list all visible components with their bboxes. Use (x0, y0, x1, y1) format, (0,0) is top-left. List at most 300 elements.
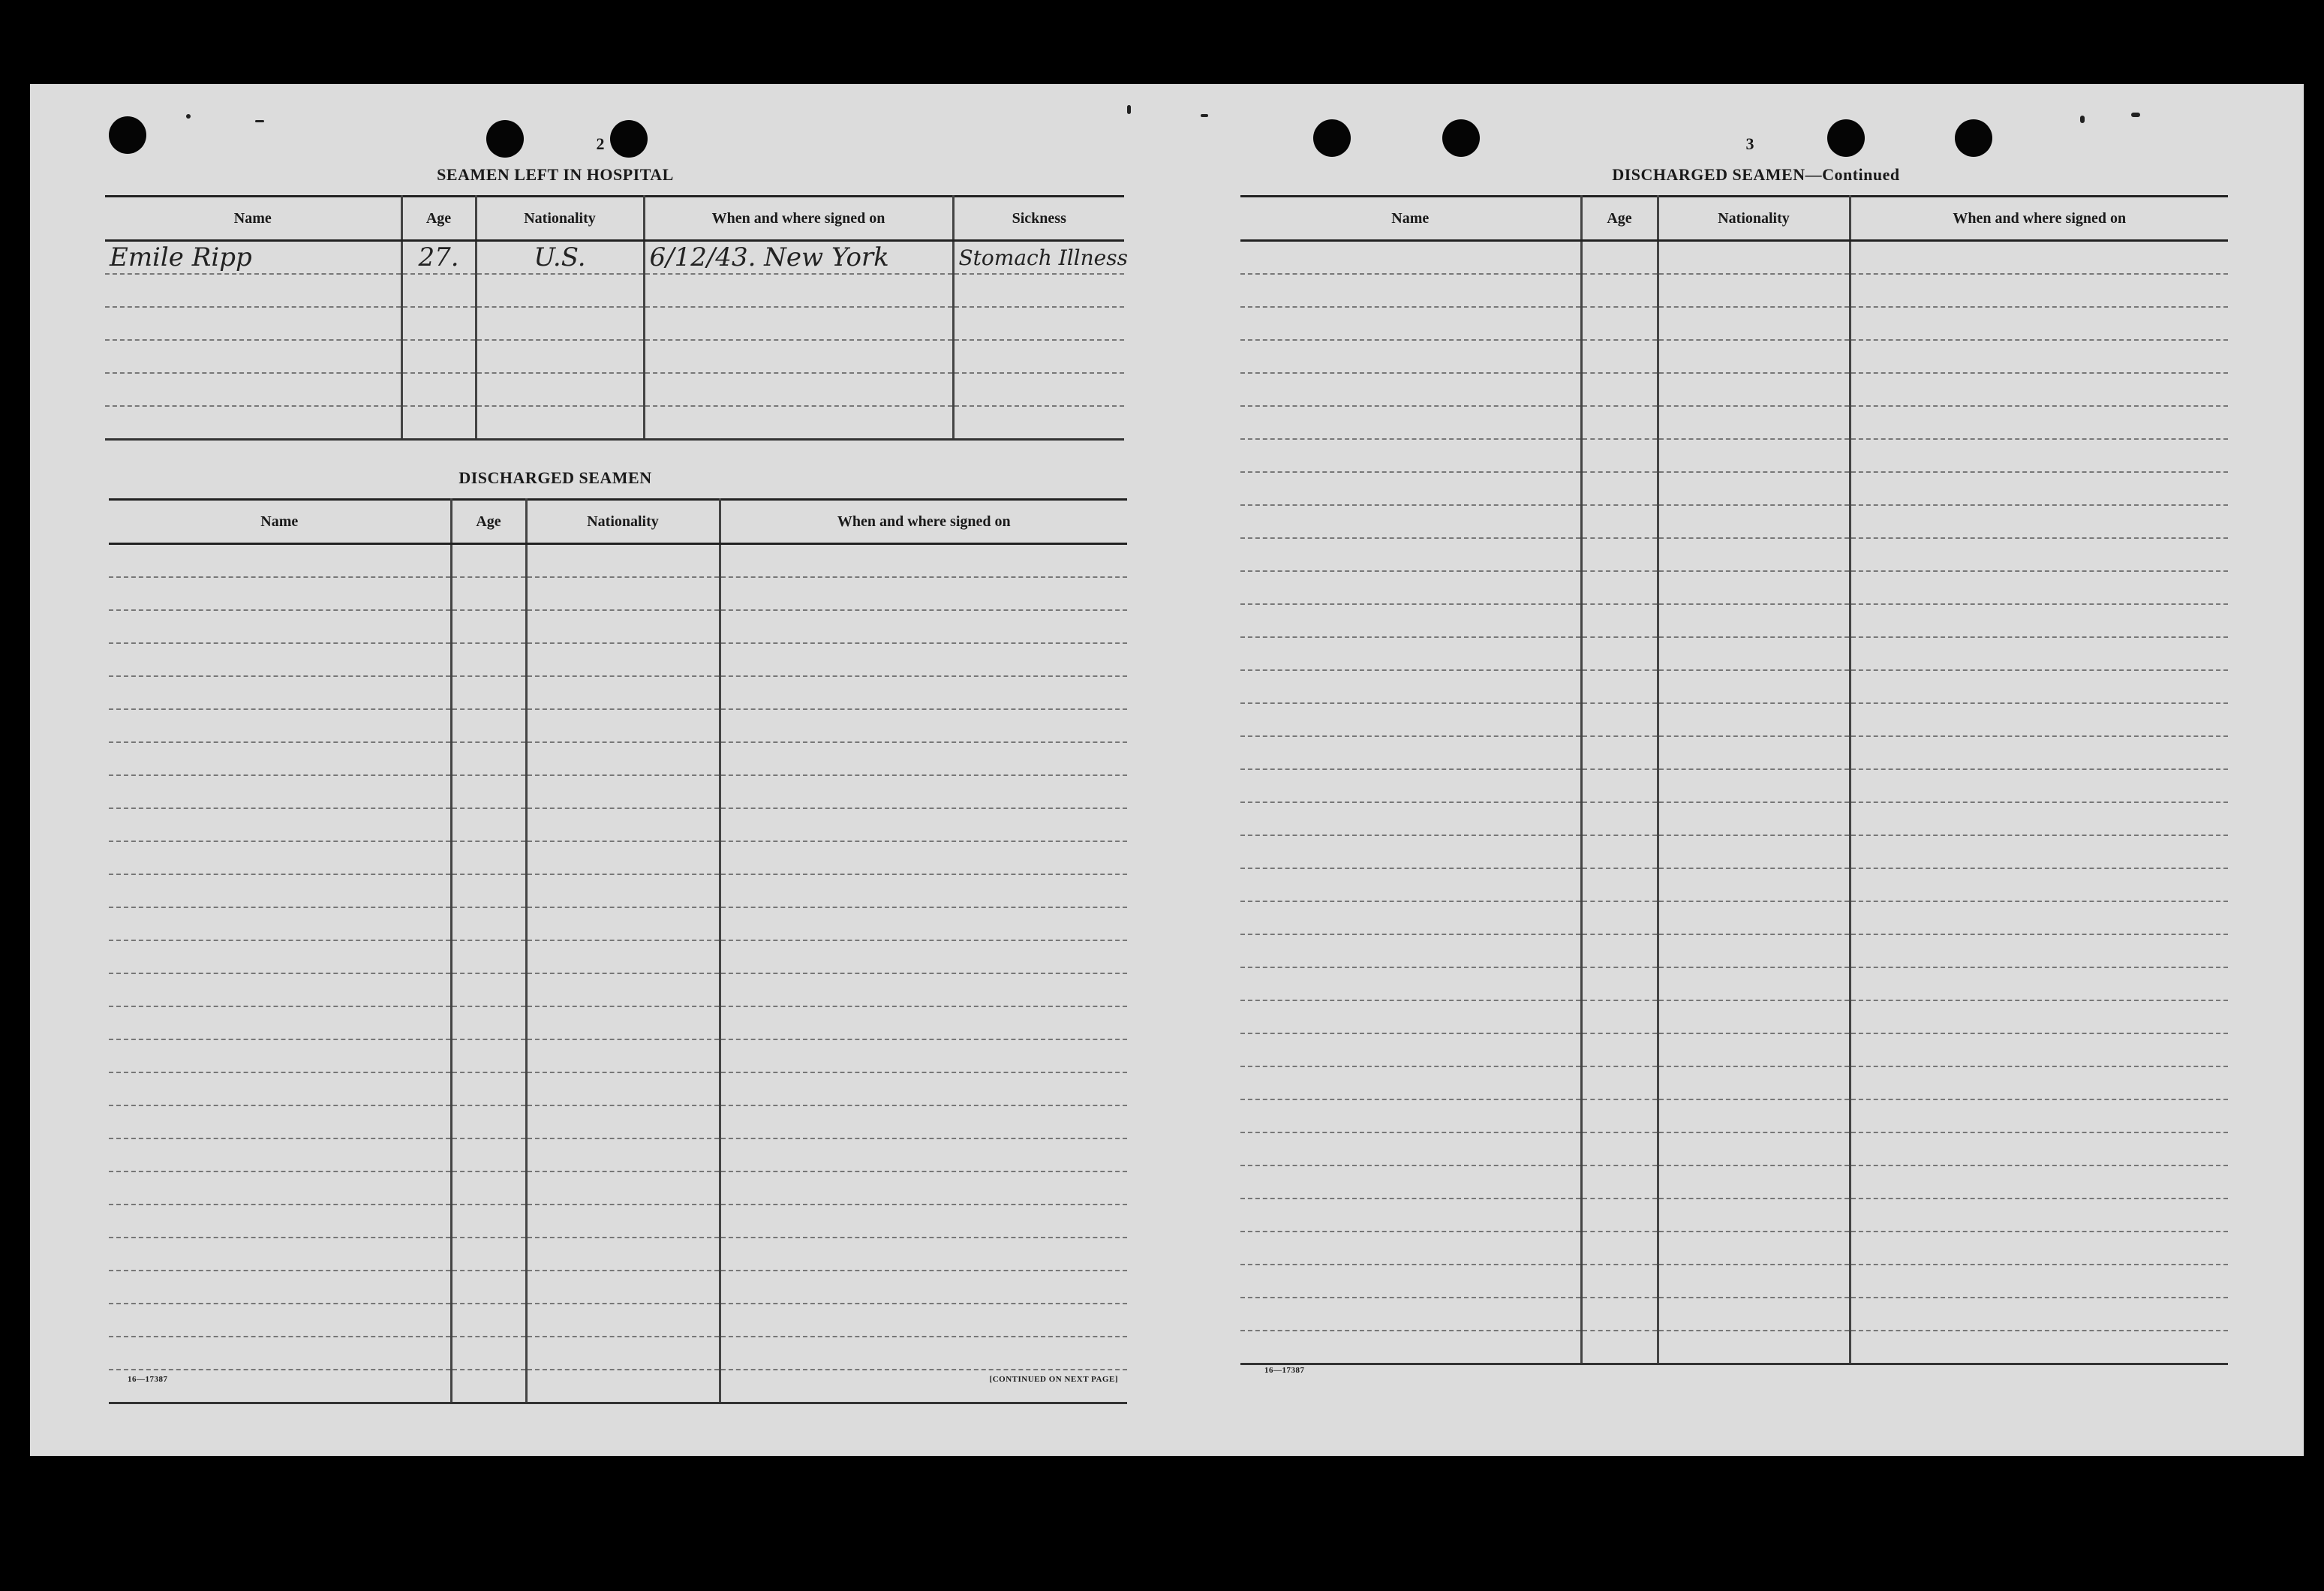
table-cell (526, 775, 720, 808)
hospital-section-title: SEAMEN LEFT IN HOSPITAL (437, 165, 674, 184)
table-row (109, 973, 1127, 1006)
table-row (109, 907, 1127, 940)
table-cell (109, 1072, 451, 1105)
table-cell (1240, 1331, 1581, 1364)
table-cell (1850, 1033, 2228, 1066)
table-cell (1240, 241, 1581, 275)
table-cell (1658, 1232, 1850, 1265)
table-cell (1581, 802, 1658, 835)
hospital-table (105, 195, 1128, 441)
table-cell (1658, 769, 1850, 802)
table-cell (1581, 1298, 1658, 1331)
table-cell (720, 1205, 1127, 1238)
col-header-signed-on: When and where signed on (1850, 197, 2228, 241)
table-cell (526, 907, 720, 940)
table-cell (1658, 439, 1850, 472)
table-row (109, 1138, 1127, 1171)
table-row (1240, 1066, 2228, 1099)
table-cell (109, 1337, 451, 1370)
discharged-continued-title: DISCHARGED SEAMEN—Continued (1612, 165, 1900, 184)
table-cell (109, 577, 451, 610)
binder-hole (486, 120, 524, 158)
table-cell (1240, 901, 1581, 934)
table-cell (109, 907, 451, 940)
table-cell (451, 907, 526, 940)
table-cell (1850, 1199, 2228, 1232)
table-cell (720, 742, 1127, 775)
table-cell (1581, 340, 1658, 373)
table-cell (451, 841, 526, 874)
col-header-sickness: Sickness (953, 197, 1124, 241)
table-cell (1658, 505, 1850, 538)
scan-mark (2131, 113, 2140, 117)
col-header-age: Age (401, 197, 476, 241)
table-cell (1850, 934, 2228, 967)
table-cell (1240, 373, 1581, 406)
table-cell (1850, 835, 2228, 868)
table-row (1240, 1265, 2228, 1298)
table-cell (109, 709, 451, 742)
table-cell (1240, 1165, 1581, 1199)
table-cell (1581, 571, 1658, 604)
table-cell (1850, 670, 2228, 703)
col-header-signed-on: When and where signed on (720, 500, 1127, 544)
table-row (109, 610, 1127, 643)
table-cell (720, 610, 1127, 643)
table-cell (451, 676, 526, 709)
table-cell (451, 1105, 526, 1138)
table-row (109, 1337, 1127, 1370)
col-header-name: Name (109, 500, 451, 544)
table-cell (1240, 868, 1581, 901)
table-row (1240, 1199, 2228, 1232)
table-cell (720, 1337, 1127, 1370)
table-cell (1850, 439, 2228, 472)
table-cell (1850, 538, 2228, 571)
table-cell (1240, 1232, 1581, 1265)
table-cell (1240, 439, 1581, 472)
table-row (1240, 670, 2228, 703)
table-cell (526, 1205, 720, 1238)
table-cell (1850, 505, 2228, 538)
table-row (109, 544, 1127, 578)
form-number-left: 16—17387 (128, 1375, 168, 1384)
table-cell (1658, 1298, 1850, 1331)
table-cell (720, 1304, 1127, 1337)
table-cell (451, 1370, 526, 1403)
discharged-section-title: DISCHARGED SEAMEN (458, 468, 652, 487)
ledger-paper (30, 84, 2304, 1456)
table-cell (720, 907, 1127, 940)
table-row (1240, 802, 2228, 835)
table-cell (451, 1171, 526, 1205)
table-cell (1240, 670, 1581, 703)
table-cell (451, 1304, 526, 1337)
table-cell (1581, 967, 1658, 1000)
table-cell (526, 1370, 720, 1403)
table-row (1240, 637, 2228, 670)
page-number-left: 2 (596, 134, 605, 153)
table-cell (1240, 802, 1581, 835)
table-row (1240, 307, 2228, 340)
col-header-nationality: Nationality (1658, 197, 1850, 241)
col-header-name: Name (105, 197, 401, 241)
table-cell (1581, 472, 1658, 505)
continued-note: [CONTINUED ON NEXT PAGE] (989, 1375, 1118, 1384)
table-row (109, 1072, 1127, 1105)
table-cell (526, 940, 720, 973)
table-cell (1658, 1199, 1850, 1232)
table-cell (109, 1105, 451, 1138)
table-cell (1240, 340, 1581, 373)
table-row (1240, 604, 2228, 637)
table-cell (1240, 1000, 1581, 1033)
scan-mark (255, 120, 264, 122)
table-cell (1581, 1132, 1658, 1165)
table-cell (526, 1337, 720, 1370)
table-cell (526, 1238, 720, 1271)
table-cell (1850, 1066, 2228, 1099)
table-cell (109, 1271, 451, 1304)
table-row (109, 775, 1127, 808)
table-cell (1658, 670, 1850, 703)
table-cell (1658, 241, 1850, 275)
table-cell (1658, 1132, 1850, 1165)
seaman-signed-on: 6/12/43. New York (644, 241, 953, 275)
table-row (1240, 736, 2228, 769)
table-row (109, 874, 1127, 907)
table-cell (1240, 934, 1581, 967)
table-cell (1850, 406, 2228, 439)
table-row (109, 1271, 1127, 1304)
table-cell (1658, 307, 1850, 340)
table-cell (109, 973, 451, 1006)
table-cell (1240, 769, 1581, 802)
table-cell (1581, 769, 1658, 802)
table-cell (1240, 1099, 1581, 1132)
table-row (1240, 703, 2228, 736)
table-cell (1658, 571, 1850, 604)
table-cell (526, 1138, 720, 1171)
table-cell (1581, 274, 1658, 307)
table-cell (1581, 505, 1658, 538)
table-cell (1658, 802, 1850, 835)
table-cell (451, 1271, 526, 1304)
discharged-table-right (1240, 195, 2228, 1365)
table-row (109, 1039, 1127, 1072)
table-cell (451, 1138, 526, 1171)
form-number-right: 16—17387 (1264, 1366, 1305, 1375)
table-cell (451, 1238, 526, 1271)
seaman-nationality: U.S. (476, 241, 644, 275)
table-cell (526, 709, 720, 742)
table-cell (1581, 835, 1658, 868)
table-cell (1240, 1033, 1581, 1066)
discharged-table-left (109, 498, 1127, 1404)
table-cell (1658, 703, 1850, 736)
table-cell (720, 709, 1127, 742)
table-cell (526, 1271, 720, 1304)
table-row (109, 841, 1127, 874)
table-cell (1850, 241, 2228, 275)
table-cell (451, 643, 526, 676)
table-row (1240, 439, 2228, 472)
table-row (109, 808, 1127, 841)
table-cell (451, 577, 526, 610)
table-cell (1240, 274, 1581, 307)
table-cell (109, 1006, 451, 1039)
table-cell (1658, 637, 1850, 670)
table-cell (1850, 604, 2228, 637)
table-cell (1581, 1099, 1658, 1132)
table-cell (1240, 835, 1581, 868)
table-cell (526, 973, 720, 1006)
table-cell (1850, 1132, 2228, 1165)
table-cell (1850, 637, 2228, 670)
table-cell (1658, 967, 1850, 1000)
table-row (109, 577, 1127, 610)
table-cell (1850, 1000, 2228, 1033)
page-number-right: 3 (1745, 134, 1754, 153)
table-row (1240, 1033, 2228, 1066)
table-row (1240, 538, 2228, 571)
table-cell (720, 1138, 1127, 1171)
table-cell (1658, 934, 1850, 967)
table-cell (1581, 736, 1658, 769)
table-row (109, 742, 1127, 775)
table-cell (1850, 703, 2228, 736)
table-cell (451, 775, 526, 808)
table-cell (720, 973, 1127, 1006)
table-row (1240, 472, 2228, 505)
table-row (1240, 1165, 2228, 1199)
table-cell (1658, 901, 1850, 934)
table-row (1240, 868, 2228, 901)
table-cell (720, 775, 1127, 808)
table-cell (720, 1006, 1127, 1039)
table-cell (1581, 406, 1658, 439)
table-row (105, 307, 1124, 340)
table-cell (109, 808, 451, 841)
table-cell (1658, 1066, 1850, 1099)
table-cell (1581, 703, 1658, 736)
table-row (105, 340, 1124, 373)
table-cell (1658, 274, 1850, 307)
table-cell (1240, 1132, 1581, 1165)
table-cell (1850, 274, 2228, 307)
table-cell (1240, 1298, 1581, 1331)
table-cell (1850, 373, 2228, 406)
table-cell (526, 1105, 720, 1138)
table-row (1240, 241, 2228, 275)
table-cell (109, 1304, 451, 1337)
table-row (105, 373, 1124, 406)
table-cell (1850, 340, 2228, 373)
table-cell (1581, 307, 1658, 340)
table-cell (720, 940, 1127, 973)
table-cell (109, 643, 451, 676)
table-cell (1240, 571, 1581, 604)
table-row (109, 1238, 1127, 1271)
table-cell (451, 544, 526, 578)
table-row (109, 709, 1127, 742)
table-cell (451, 742, 526, 775)
table-row (105, 241, 1124, 275)
table-cell (1658, 736, 1850, 769)
table-cell (720, 841, 1127, 874)
table-cell (109, 940, 451, 973)
binder-hole (1955, 119, 1992, 157)
table-row (1240, 934, 2228, 967)
table-cell (1240, 406, 1581, 439)
table-row (1240, 835, 2228, 868)
table-cell (1581, 1000, 1658, 1033)
table-row (1240, 1298, 2228, 1331)
table-cell (526, 808, 720, 841)
table-cell (526, 1006, 720, 1039)
table-cell (451, 1337, 526, 1370)
table-row (1240, 967, 2228, 1000)
table-row (1240, 373, 2228, 406)
table-cell (1658, 868, 1850, 901)
table-cell (109, 1138, 451, 1171)
table-cell (526, 841, 720, 874)
table-cell (1581, 1265, 1658, 1298)
table-cell (720, 1271, 1127, 1304)
table-cell (526, 1072, 720, 1105)
table-row (1240, 406, 2228, 439)
table-cell (526, 610, 720, 643)
table-cell (451, 709, 526, 742)
table-row (105, 274, 1124, 307)
table-cell (1850, 769, 2228, 802)
scan-mark (186, 114, 191, 119)
table-cell (1850, 802, 2228, 835)
table-cell (1581, 1165, 1658, 1199)
table-cell (1658, 1099, 1850, 1132)
table-cell (720, 676, 1127, 709)
scan-mark (1127, 105, 1131, 114)
table-cell (1850, 571, 2228, 604)
table-cell (1240, 604, 1581, 637)
table-row (1240, 571, 2228, 604)
table-cell (1581, 439, 1658, 472)
table-cell (1658, 538, 1850, 571)
scan-mark (2080, 116, 2085, 123)
table-cell (720, 1171, 1127, 1205)
table-cell (720, 577, 1127, 610)
table-cell (1850, 1165, 2228, 1199)
table-row (1240, 901, 2228, 934)
table-cell (1658, 1331, 1850, 1364)
table-cell (1658, 1165, 1850, 1199)
table-cell (1850, 1331, 2228, 1364)
table-cell (526, 643, 720, 676)
table-cell (451, 973, 526, 1006)
table-cell (1850, 967, 2228, 1000)
table-cell (1658, 373, 1850, 406)
table-row (1240, 274, 2228, 307)
table-cell (1581, 1199, 1658, 1232)
table-row (1240, 1132, 2228, 1165)
table-cell (109, 841, 451, 874)
table-cell (451, 1006, 526, 1039)
table-cell (109, 874, 451, 907)
col-header-nationality: Nationality (476, 197, 644, 241)
table-cell (1240, 505, 1581, 538)
table-cell (1850, 1265, 2228, 1298)
table-cell (1850, 472, 2228, 505)
table-cell (720, 1238, 1127, 1271)
col-header-age: Age (1581, 197, 1658, 241)
table-cell (1658, 406, 1850, 439)
col-header-age: Age (451, 500, 526, 544)
table-row (109, 1171, 1127, 1205)
table-cell (1581, 670, 1658, 703)
table-cell (1240, 472, 1581, 505)
table-row (1240, 1331, 2228, 1364)
table-cell (451, 940, 526, 973)
table-row (1240, 769, 2228, 802)
table-cell (451, 874, 526, 907)
table-cell (1581, 1066, 1658, 1099)
table-row (1240, 1232, 2228, 1265)
table-cell (1581, 934, 1658, 967)
table-row (109, 1105, 1127, 1138)
table-cell (1850, 307, 2228, 340)
table-row (1240, 505, 2228, 538)
table-row (109, 1304, 1127, 1337)
table-cell (720, 1072, 1127, 1105)
table-cell (1658, 604, 1850, 637)
table-cell (1240, 1066, 1581, 1099)
table-cell (1581, 604, 1658, 637)
table-row (109, 676, 1127, 709)
table-cell (1658, 1033, 1850, 1066)
table-cell (109, 742, 451, 775)
table-cell (1240, 1265, 1581, 1298)
table-cell (109, 544, 451, 578)
table-cell (526, 1304, 720, 1337)
table-cell (1240, 967, 1581, 1000)
table-row (109, 1205, 1127, 1238)
seaman-age: 27. (401, 241, 476, 275)
table-cell (451, 610, 526, 643)
table-cell (526, 742, 720, 775)
table-cell (1240, 538, 1581, 571)
col-header-name: Name (1240, 197, 1581, 241)
table-cell (1850, 1099, 2228, 1132)
table-row (105, 406, 1124, 440)
scan-mark (1201, 114, 1208, 117)
table-cell (1850, 736, 2228, 769)
table-cell (451, 1072, 526, 1105)
table-cell (1240, 1199, 1581, 1232)
table-cell (720, 874, 1127, 907)
binder-hole (1827, 119, 1865, 157)
table-row (1240, 1000, 2228, 1033)
table-cell (526, 577, 720, 610)
table-cell (109, 610, 451, 643)
table-cell (1240, 736, 1581, 769)
table-cell (1581, 1033, 1658, 1066)
table-cell (1850, 1232, 2228, 1265)
table-cell (451, 1039, 526, 1072)
table-cell (1658, 472, 1850, 505)
table-cell (109, 1171, 451, 1205)
table-cell (1581, 868, 1658, 901)
table-cell (1850, 1298, 2228, 1331)
